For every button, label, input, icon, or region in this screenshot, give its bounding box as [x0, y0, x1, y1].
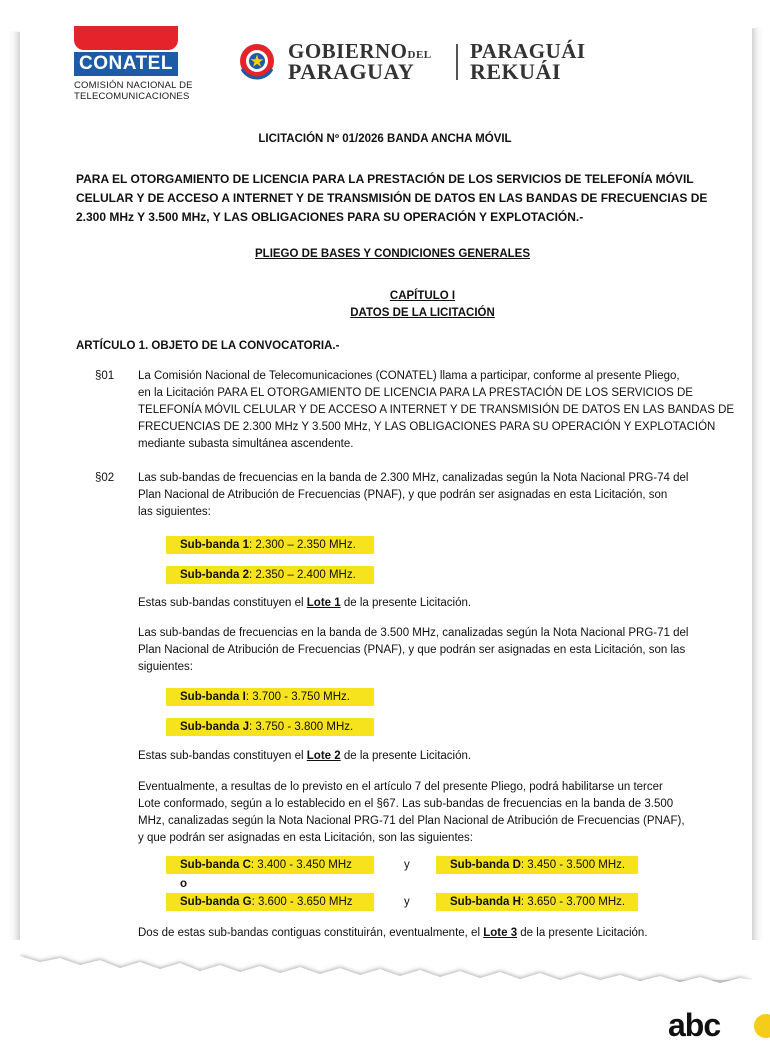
eventual-line1: Eventualmente, a resultas de lo previsto en el artículo 7 del presente Pliego, podrá habilitarse un tercer: [138, 781, 663, 793]
conatel-logo-subtitle: [74, 80, 194, 102]
paragraph-01-line1: La Comisión Nacional de Telecomunicaciones (CONATEL) llama a participar, conforme al presente Pliego,: [138, 370, 680, 382]
gov-line3: PARAGUÁI: [470, 39, 586, 63]
sub-banda-i-value: : 3.700 - 3.750 MHz.: [245, 691, 351, 703]
sub-banda-1-label: Sub-banda 1: [180, 539, 250, 551]
sub-banda-h-highlight: [436, 893, 638, 911]
sub-banda-2-value: : 2.350 – 2.400 MHz.: [249, 569, 356, 581]
capitulo-heading: CAPÍTULO I: [389, 290, 456, 302]
conatel-sub-line2: TELECOMUNICACIONES: [74, 91, 190, 102]
band-3500-line3: siguientes:: [138, 661, 193, 673]
conjunction-o: o: [180, 878, 188, 890]
paragraph-02-line3: las siguientes:: [138, 506, 211, 518]
main-title-line2: CELULAR Y DE ACCESO A INTERNET Y DE TRANSMISIÓN DE DATOS EN LAS BANDAS DE FRECUENCIAS DE: [76, 191, 708, 205]
torn-bottom-edge: [0, 940, 770, 1020]
band-3500-line1: Las sub-bandas de frecuencias en la banda de 3.500 MHz, canalizadas según la Nota Nacional PRG-71 del: [138, 627, 689, 639]
sub-banda-2-highlight: [166, 566, 374, 584]
paragraph-01-line2: en la Licitación PARA EL OTORGAMIENTO DE LICENCIA PARA LA PRESTACIÓN DE LOS SERVICIOS DE: [138, 387, 693, 399]
sub-banda-g-label: Sub-banda G: [180, 896, 252, 908]
gobierno-paraguay-logo: [238, 40, 618, 84]
abc-logo: [668, 1006, 770, 1046]
gov-line1-b: DEL: [407, 49, 432, 61]
lote-1-sentence: [138, 595, 471, 612]
sub-banda-i-label: Sub-banda I: [180, 691, 246, 703]
sub-banda-d-label: Sub-banda D: [450, 859, 521, 871]
lote-1-label: Lote 1: [306, 597, 341, 609]
sub-banda-1-highlight: [166, 536, 374, 554]
abc-logo-text: abc: [668, 1007, 721, 1043]
gov-divider: [456, 44, 458, 80]
sub-banda-1-value: : 2.300 – 2.350 MHz.: [249, 539, 356, 551]
sub-banda-c-value: : 3.400 - 3.450 MHz: [250, 859, 352, 871]
sub-banda-c-highlight: [166, 856, 374, 874]
paragraph-02-line1: Las sub-bandas de frecuencias en la banda de 2.300 MHz, canalizadas según la Nota Nacional PRG-74 del: [138, 472, 689, 484]
conatel-logo-name: CONATEL: [74, 52, 178, 76]
lote-3-pre: Dos de estas sub-bandas contiguas constituirán, eventualmente, el: [138, 927, 484, 939]
sub-banda-j-label: Sub-banda J: [180, 721, 250, 733]
conatel-logo: [72, 26, 193, 106]
pliego-heading: PLIEGO DE BASES Y CONDICIONES GENERALES: [255, 248, 530, 260]
eventual-line2: Lote conformado, según a lo establecido en el §67. Las sub-bandas de frecuencias en la banda de 3.500: [138, 798, 674, 810]
main-title-line3: 2.300 MHz Y 3.500 MHz, Y LAS OBLIGACIONES PARA SU OPERACIÓN Y EXPLOTACIÓN.-: [76, 210, 584, 224]
licitacion-title: LICITACIÓN Nº 01/2026 BANDA ANCHA MÓVIL: [258, 133, 512, 145]
paraguay-seal-icon: [238, 42, 276, 80]
gov-line4: REKUÁI: [470, 59, 562, 84]
sub-banda-i-highlight: [166, 688, 374, 706]
lote-3-post: de la presente Licitación.: [517, 927, 648, 939]
sub-banda-2-label: Sub-banda 2: [180, 569, 250, 581]
lote-2-pre: Estas sub-bandas constituyen el: [138, 750, 307, 762]
datos-heading: DATOS DE LA LICITACIÓN: [350, 307, 495, 319]
sub-banda-h-label: Sub-banda H: [450, 896, 521, 908]
paragraph-01-line4: FRECUENCIAS DE 2.300 MHz Y 3.500 MHz, Y LAS OBLIGACIONES PARA SU OPERACIÓN Y EXPLOTACIÓN: [138, 421, 716, 433]
eventual-line4: y que podrán ser asignadas en esta Licitación, son las siguientes:: [138, 832, 473, 844]
abc-logo-dot-icon: [754, 1014, 770, 1038]
sub-banda-d-highlight: [436, 856, 638, 874]
sub-banda-d-value: : 3.450 - 3.500 MHz.: [520, 859, 626, 871]
paragraph-01-line5: mediante subasta simultánea ascendente.: [138, 438, 354, 450]
gov-line1-a: GOBIERNO: [288, 39, 408, 63]
paragraph-01-number: §01: [95, 370, 115, 382]
sub-banda-g-value: : 3.600 - 3.650 MHz: [251, 896, 353, 908]
conjunction-y-1: y: [404, 859, 410, 871]
sub-banda-j-value: : 3.750 - 3.800 MHz.: [249, 721, 354, 733]
lote-2-sentence: [138, 748, 471, 765]
lote-1-pre: Estas sub-bandas constituyen el: [138, 597, 307, 609]
sub-banda-j-highlight: [166, 718, 374, 736]
paragraph-02-line2: Plan Nacional de Atribución de Frecuencias (PNAF), y que podrán ser asignadas en esta Licitación, son: [138, 489, 668, 501]
conatel-logo-red-mark: [74, 26, 178, 50]
conjunction-y-2: y: [404, 896, 410, 908]
eventual-line3: MHz, canalizadas según la Nota Nacional PRG-71 del Plan Nacional de Atribución de Frecuencias (PNAF),: [138, 815, 685, 827]
articulo-heading: ARTÍCULO 1. OBJETO DE LA CONVOCATORIA.-: [76, 340, 340, 352]
conatel-sub-line1: COMISIÓN NACIONAL DE: [74, 80, 193, 91]
main-title-line1: PARA EL OTORGAMIENTO DE LICENCIA PARA LA PRESTACIÓN DE LOS SERVICIOS DE TELEFONÍA MÓVIL: [76, 172, 694, 186]
band-3500-line2: Plan Nacional de Atribución de Frecuencias (PNAF), y que podrán ser asignadas en esta Licitación, son las: [138, 644, 686, 656]
paragraph-01-line3: TELEFONÍA MÓVIL CELULAR Y DE ACCESO A INTERNET Y DE TRANSMISIÓN DE DATOS EN LAS BANDAS DE: [138, 404, 735, 416]
lote-2-label: Lote 2: [306, 750, 341, 762]
sub-banda-h-value: : 3.650 - 3.700 MHz.: [520, 896, 626, 908]
lote-2-post: de la presente Licitación.: [340, 750, 472, 762]
sub-banda-g-highlight: [166, 893, 374, 911]
lote-3-label: Lote 3: [483, 927, 518, 939]
paragraph-02-number: §02: [95, 472, 115, 484]
gov-line2: PARAGUAY: [288, 59, 415, 84]
lote-1-post: de la presente Licitación.: [340, 597, 472, 609]
sub-banda-c-label: Sub-banda C: [180, 859, 251, 871]
